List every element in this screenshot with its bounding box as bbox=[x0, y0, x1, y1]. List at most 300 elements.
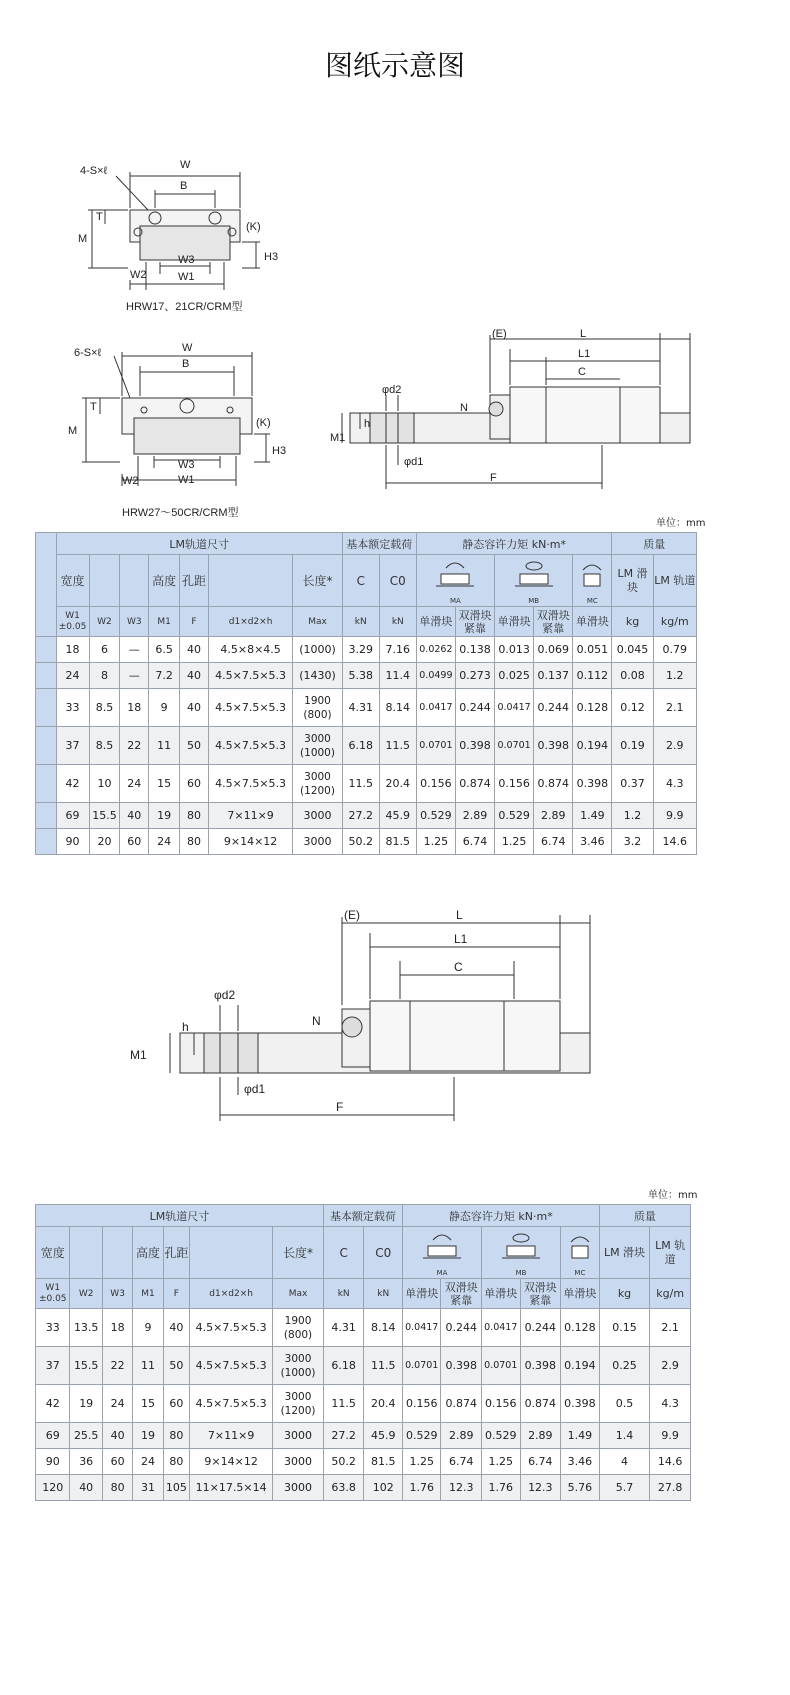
table-cell: 0.194 bbox=[573, 727, 612, 765]
table-cell: 36 bbox=[70, 1449, 102, 1475]
table-cell: 40 bbox=[180, 663, 209, 689]
table-cell: 4.5×7.5×5.3 bbox=[190, 1347, 273, 1385]
table-row bbox=[36, 1347, 691, 1385]
table-cell: 24 bbox=[120, 765, 149, 803]
table-cell: 14.6 bbox=[650, 1449, 691, 1475]
table-cell: 50 bbox=[163, 1347, 189, 1385]
table-cell: 90 bbox=[56, 829, 89, 855]
table-cell: 0.08 bbox=[612, 663, 653, 689]
k-label: (K) bbox=[246, 221, 261, 233]
table-row bbox=[36, 765, 697, 803]
table-cell: 19 bbox=[133, 1423, 163, 1449]
mb-header bbox=[495, 555, 573, 607]
table-cell: 80 bbox=[163, 1449, 189, 1475]
blank-header bbox=[89, 555, 120, 607]
d2-label: φd2 bbox=[382, 384, 402, 396]
table-cell: 50.2 bbox=[342, 829, 379, 855]
table-cell: 9 bbox=[133, 1309, 163, 1347]
table-cell: 13.5 bbox=[70, 1309, 102, 1347]
table-cell: 4.5×7.5×5.3 bbox=[208, 689, 292, 727]
table-cell: 22 bbox=[120, 727, 149, 765]
ma-label: MA bbox=[436, 1268, 448, 1277]
table-cell: 60 bbox=[102, 1449, 132, 1475]
l-label: L bbox=[456, 908, 463, 922]
table-cell: 0.013 bbox=[495, 637, 534, 663]
blank-header bbox=[70, 1227, 102, 1279]
length-header: 长度* bbox=[273, 1227, 324, 1279]
kg-unit-header: kg bbox=[612, 607, 653, 637]
leading-cell bbox=[36, 689, 57, 727]
table-cell: (1430) bbox=[293, 663, 342, 689]
table-cell: 0.12 bbox=[612, 689, 653, 727]
table-cell: 8.5 bbox=[89, 727, 120, 765]
table-cell: 0.0262 bbox=[416, 637, 455, 663]
table-cell: 6.74 bbox=[441, 1449, 482, 1475]
table-cell: 10 bbox=[89, 765, 120, 803]
table-cell: 0.529 bbox=[495, 803, 534, 829]
table-cell: 2.9 bbox=[653, 727, 696, 765]
table-cell: 27.2 bbox=[342, 803, 379, 829]
table-cell: 0.0499 bbox=[416, 663, 455, 689]
basic-load-header: 基本额定载荷 bbox=[323, 1205, 402, 1227]
width-header: 宽度 bbox=[36, 1227, 70, 1279]
table-cell: 0.137 bbox=[534, 663, 573, 689]
spec-table-2 bbox=[35, 1204, 691, 1501]
n-label: N bbox=[312, 1014, 321, 1028]
leading-cell bbox=[36, 663, 57, 689]
mb-double-header: 双滑块 紧靠 bbox=[520, 1279, 561, 1309]
table-cell: 11 bbox=[149, 727, 180, 765]
d1-label: φd1 bbox=[404, 456, 424, 468]
table-cell: 1.49 bbox=[573, 803, 612, 829]
table-cell: 9.9 bbox=[650, 1423, 691, 1449]
table-cell: 0.112 bbox=[573, 663, 612, 689]
table-cell: 50.2 bbox=[323, 1449, 364, 1475]
table-cell: 27.2 bbox=[323, 1423, 364, 1449]
table-cell: 15 bbox=[149, 765, 180, 803]
table-cell: 7×11×9 bbox=[208, 803, 292, 829]
w-label: W bbox=[182, 342, 193, 354]
table-cell: 0.128 bbox=[573, 689, 612, 727]
table-cell: 1900 (800) bbox=[293, 689, 342, 727]
table-cell: 0.156 bbox=[495, 765, 534, 803]
hrw17-cross-section-drawing bbox=[60, 150, 300, 320]
table-cell: 24 bbox=[102, 1385, 132, 1423]
table-cell: 0.0417 bbox=[416, 689, 455, 727]
ma-moment-icon bbox=[419, 1228, 465, 1264]
table-cell: 0.398 bbox=[534, 727, 573, 765]
table-cell: 7.2 bbox=[149, 663, 180, 689]
h-label: h bbox=[182, 1020, 189, 1034]
table-cell: 2.89 bbox=[534, 803, 573, 829]
table-cell: 0.0417 bbox=[495, 689, 534, 727]
c0-header: C0 bbox=[364, 1227, 403, 1279]
n-label: N bbox=[460, 402, 468, 414]
table-cell: 42 bbox=[36, 1385, 70, 1423]
spec-table-1 bbox=[35, 532, 697, 855]
table-cell: 11 bbox=[133, 1347, 163, 1385]
rail-dims-header: LM轨道尺寸 bbox=[56, 533, 342, 555]
table-cell: 2.1 bbox=[650, 1309, 691, 1347]
table-cell: 4.31 bbox=[323, 1309, 364, 1347]
table-cell: 0.529 bbox=[416, 803, 455, 829]
table-cell: 0.874 bbox=[520, 1385, 561, 1423]
table-row bbox=[36, 1449, 691, 1475]
table-cell: 20.4 bbox=[379, 765, 416, 803]
table-cell: 0.194 bbox=[561, 1347, 600, 1385]
h3-label: H3 bbox=[264, 251, 279, 263]
mc-label: MC bbox=[574, 1268, 586, 1277]
table-cell: 1.25 bbox=[495, 829, 534, 855]
side-view-drawing-small bbox=[330, 325, 700, 495]
w1-unit-header: W1 ±0.05 bbox=[36, 1279, 70, 1309]
table-row bbox=[36, 727, 697, 765]
mass-header: 质量 bbox=[599, 1205, 690, 1227]
table-cell: 3000 bbox=[293, 829, 342, 855]
table-cell: 9×14×12 bbox=[208, 829, 292, 855]
table-cell: 4.5×7.5×5.3 bbox=[190, 1385, 273, 1423]
static-moment-header: 静态容许力矩 kN·m* bbox=[402, 1205, 599, 1227]
table-cell: 0.0417 bbox=[482, 1309, 521, 1347]
table-cell: 1.2 bbox=[612, 803, 653, 829]
mc-header bbox=[561, 1227, 600, 1279]
table-cell: 4.3 bbox=[653, 765, 696, 803]
basic-load-header: 基本额定载荷 bbox=[342, 533, 416, 555]
table-cell: 6.74 bbox=[520, 1449, 561, 1475]
table-cell: 11.5 bbox=[342, 765, 379, 803]
table-cell: 0.25 bbox=[599, 1347, 650, 1385]
table-cell: 40 bbox=[102, 1423, 132, 1449]
l1-label: L1 bbox=[454, 932, 468, 946]
blank-header bbox=[208, 555, 292, 607]
pitch-header: 孔距 bbox=[180, 555, 209, 607]
table-row bbox=[36, 1475, 691, 1501]
table-cell: 11×17.5×14 bbox=[190, 1475, 273, 1501]
mb-moment-icon bbox=[511, 556, 557, 592]
table-cell: 0.37 bbox=[612, 765, 653, 803]
hole-unit-header: d1×d2×h bbox=[208, 607, 292, 637]
table-cell: 6.74 bbox=[534, 829, 573, 855]
table-cell: 0.156 bbox=[402, 1385, 441, 1423]
table-cell: 3.46 bbox=[561, 1449, 600, 1475]
table-cell: 45.9 bbox=[364, 1423, 403, 1449]
table-row bbox=[36, 663, 697, 689]
m-label: M bbox=[78, 233, 88, 245]
table-cell: 6.74 bbox=[455, 829, 494, 855]
table-cell: 8 bbox=[89, 663, 120, 689]
max-unit-header: Max bbox=[293, 607, 342, 637]
mb-label: MB bbox=[515, 1268, 527, 1277]
table-cell: 19 bbox=[70, 1385, 102, 1423]
table-cell: 80 bbox=[163, 1423, 189, 1449]
table-cell: 4.5×7.5×5.3 bbox=[190, 1309, 273, 1347]
ma-label: MA bbox=[450, 596, 461, 605]
table-cell: 0.156 bbox=[416, 765, 455, 803]
table-cell: 5.7 bbox=[599, 1475, 650, 1501]
t-label: T bbox=[96, 211, 103, 223]
table-cell: 9.9 bbox=[653, 803, 696, 829]
k-label: (K) bbox=[256, 417, 271, 429]
table-cell: 0.156 bbox=[482, 1385, 521, 1423]
table-cell: 80 bbox=[180, 829, 209, 855]
table-row bbox=[36, 1385, 691, 1423]
table-cell: 5.38 bbox=[342, 663, 379, 689]
table-cell: 0.19 bbox=[612, 727, 653, 765]
table-cell: 0.0417 bbox=[402, 1309, 441, 1347]
b-label: B bbox=[182, 358, 190, 370]
static-moment-header: 静态容许力矩 kN·m* bbox=[416, 533, 612, 555]
leading-column bbox=[36, 533, 57, 637]
table-cell: 4 bbox=[599, 1449, 650, 1475]
mb-label: MB bbox=[528, 596, 540, 605]
table-cell: 2.9 bbox=[650, 1347, 691, 1385]
ma-double-header: 双滑块 紧靠 bbox=[455, 607, 494, 637]
table-cell: 37 bbox=[36, 1347, 70, 1385]
leading-cell bbox=[36, 765, 57, 803]
mb-header bbox=[482, 1227, 561, 1279]
table-cell: 0.874 bbox=[534, 765, 573, 803]
table-cell: 0.069 bbox=[534, 637, 573, 663]
mass-header: 质量 bbox=[612, 533, 697, 555]
table-cell: 40 bbox=[163, 1309, 189, 1347]
mb-moment-icon bbox=[498, 1228, 544, 1264]
table-cell: 11.4 bbox=[379, 663, 416, 689]
table-row bbox=[36, 637, 697, 663]
table-cell: 0.0701 bbox=[495, 727, 534, 765]
w2-label: W2 bbox=[130, 269, 147, 281]
table-cell: 18 bbox=[56, 637, 89, 663]
lm-block-header: LM 滑块 bbox=[599, 1227, 650, 1279]
table-cell: 0.138 bbox=[455, 637, 494, 663]
table-cell: 9×14×12 bbox=[190, 1449, 273, 1475]
table-cell: 7×11×9 bbox=[190, 1423, 273, 1449]
table-cell: 8.14 bbox=[379, 689, 416, 727]
table-cell: 69 bbox=[36, 1423, 70, 1449]
b-label: B bbox=[180, 180, 188, 192]
table-cell: 40 bbox=[180, 637, 209, 663]
table-row bbox=[36, 1309, 691, 1347]
table-cell: 1.25 bbox=[402, 1449, 441, 1475]
table-cell: 24 bbox=[149, 829, 180, 855]
table-row bbox=[36, 803, 697, 829]
mc-single-header: 单滑块 bbox=[561, 1279, 600, 1309]
max-unit-header: Max bbox=[273, 1279, 324, 1309]
table-cell: 63.8 bbox=[323, 1475, 364, 1501]
m1-label: M1 bbox=[130, 1048, 147, 1062]
table-cell: — bbox=[120, 637, 149, 663]
ma-single-header: 单滑块 bbox=[402, 1279, 441, 1309]
table-cell: 0.79 bbox=[653, 637, 696, 663]
table-cell: 80 bbox=[180, 803, 209, 829]
table-cell: 1.76 bbox=[402, 1475, 441, 1501]
hrw27-cross-section-drawing bbox=[60, 340, 310, 525]
table-cell: 0.128 bbox=[561, 1309, 600, 1347]
table-cell: 1.76 bbox=[482, 1475, 521, 1501]
table-cell: 1.4 bbox=[599, 1423, 650, 1449]
w3-unit-header: W3 bbox=[102, 1279, 132, 1309]
table-cell: 40 bbox=[180, 689, 209, 727]
h3-label: H3 bbox=[272, 445, 287, 457]
w3-unit-header: W3 bbox=[120, 607, 149, 637]
table-cell: 18 bbox=[120, 689, 149, 727]
table-cell: 40 bbox=[120, 803, 149, 829]
mc-moment-icon bbox=[565, 1228, 595, 1264]
spec-table-1-body bbox=[36, 637, 697, 855]
width-header: 宽度 bbox=[56, 555, 89, 607]
table-cell: 4.31 bbox=[342, 689, 379, 727]
table-cell: 1.2 bbox=[653, 663, 696, 689]
table-cell: 81.5 bbox=[364, 1449, 403, 1475]
mc-single-header: 单滑块 bbox=[573, 607, 612, 637]
table-cell: 8.14 bbox=[364, 1309, 403, 1347]
c-header: C bbox=[342, 555, 379, 607]
table-cell: 1900 (800) bbox=[273, 1309, 324, 1347]
unit-label: 单位：mm bbox=[648, 1190, 698, 1201]
length-header: 长度* bbox=[293, 555, 342, 607]
leading-cell bbox=[36, 803, 57, 829]
c0-unit-header: kN bbox=[379, 607, 416, 637]
table-cell: 14.6 bbox=[653, 829, 696, 855]
drawing-caption: HRW17、21CR/CRM型 bbox=[126, 301, 243, 313]
table-cell: 0.025 bbox=[495, 663, 534, 689]
f-unit-header: F bbox=[180, 607, 209, 637]
blank-header bbox=[102, 1227, 132, 1279]
table-cell: 20 bbox=[89, 829, 120, 855]
w-label: W bbox=[180, 159, 191, 171]
h-label: h bbox=[364, 418, 371, 430]
table-cell: 22 bbox=[102, 1347, 132, 1385]
c0-unit-header: kN bbox=[364, 1279, 403, 1309]
c-unit-header: kN bbox=[342, 607, 379, 637]
d2-label: φd2 bbox=[214, 988, 236, 1002]
table-cell: 11.5 bbox=[323, 1385, 364, 1423]
table-cell: 0.398 bbox=[455, 727, 494, 765]
table-cell: 11.5 bbox=[379, 727, 416, 765]
table-cell: 19 bbox=[149, 803, 180, 829]
table-cell: 102 bbox=[364, 1475, 403, 1501]
kg-unit-header: kg bbox=[599, 1279, 650, 1309]
table-cell: 1.49 bbox=[561, 1423, 600, 1449]
spec-table-2-body bbox=[36, 1309, 691, 1501]
l1-label: L1 bbox=[578, 348, 591, 360]
table-cell: 45.9 bbox=[379, 803, 416, 829]
table-cell: 0.0701 bbox=[482, 1347, 521, 1385]
w3-label: W3 bbox=[178, 254, 195, 266]
blank-header bbox=[120, 555, 149, 607]
table-cell: 3000 (1000) bbox=[273, 1347, 324, 1385]
leading-cell bbox=[36, 637, 57, 663]
table-cell: 11.5 bbox=[364, 1347, 403, 1385]
ma-moment-icon bbox=[432, 556, 478, 592]
table-cell: 0.244 bbox=[441, 1309, 482, 1347]
e-label: (E) bbox=[344, 908, 360, 922]
table-cell: 50 bbox=[180, 727, 209, 765]
unit-label: 单位：mm bbox=[656, 518, 706, 529]
side-view-drawing-large bbox=[120, 905, 600, 1125]
table-cell: 3000 bbox=[293, 803, 342, 829]
height-header: 高度 bbox=[149, 555, 180, 607]
table-cell: 0.398 bbox=[561, 1385, 600, 1423]
table-cell: 3000 (1000) bbox=[293, 727, 342, 765]
m-label: M bbox=[68, 425, 78, 437]
f-unit-header: F bbox=[163, 1279, 189, 1309]
blank-header bbox=[190, 1227, 273, 1279]
table-cell: 0.045 bbox=[612, 637, 653, 663]
f-label: F bbox=[490, 472, 497, 484]
lm-rail-header: LM 轨道 bbox=[653, 555, 696, 607]
table-cell: 80 bbox=[102, 1475, 132, 1501]
table-cell: 24 bbox=[56, 663, 89, 689]
height-header: 高度 bbox=[133, 1227, 163, 1279]
table-cell: 27.8 bbox=[650, 1475, 691, 1501]
hole-spec-label: 4-S×ℓ bbox=[80, 165, 108, 177]
mb-double-header: 双滑块 紧靠 bbox=[534, 607, 573, 637]
d1-label: φd1 bbox=[244, 1082, 266, 1096]
w1-label: W1 bbox=[178, 271, 195, 283]
table-cell: 6 bbox=[89, 637, 120, 663]
lm-rail-header: LM 轨道 bbox=[650, 1227, 691, 1279]
table-cell: 1.25 bbox=[416, 829, 455, 855]
table-cell: 3000 (1200) bbox=[273, 1385, 324, 1423]
table-cell: 3000 bbox=[273, 1449, 324, 1475]
table-cell: 4.5×7.5×5.3 bbox=[208, 765, 292, 803]
ma-header bbox=[416, 555, 494, 607]
table-cell: 12.3 bbox=[441, 1475, 482, 1501]
table-cell: 20.4 bbox=[364, 1385, 403, 1423]
w1-label: W1 bbox=[178, 474, 195, 486]
table-cell: — bbox=[120, 663, 149, 689]
table-cell: 4.5×7.5×5.3 bbox=[208, 663, 292, 689]
page-title: 图纸示意图 bbox=[324, 49, 465, 82]
ma-header bbox=[402, 1227, 481, 1279]
table-cell: 4.5×8×4.5 bbox=[208, 637, 292, 663]
table-cell: 4.3 bbox=[650, 1385, 691, 1423]
table-cell: 0.5 bbox=[599, 1385, 650, 1423]
table-cell: 2.1 bbox=[653, 689, 696, 727]
table-cell: 0.244 bbox=[455, 689, 494, 727]
table-cell: 7.16 bbox=[379, 637, 416, 663]
m1-unit-header: M1 bbox=[149, 607, 180, 637]
table-row bbox=[36, 829, 697, 855]
table-cell: 6.18 bbox=[323, 1347, 364, 1385]
hole-spec-label: 6-S×ℓ bbox=[74, 347, 102, 359]
table-cell: 8.5 bbox=[89, 689, 120, 727]
w2-unit-header: W2 bbox=[89, 607, 120, 637]
table-cell: 15.5 bbox=[70, 1347, 102, 1385]
table-cell: 0.398 bbox=[573, 765, 612, 803]
table-cell: 0.244 bbox=[520, 1309, 561, 1347]
w2-unit-header: W2 bbox=[70, 1279, 102, 1309]
table-row bbox=[36, 689, 697, 727]
table-cell: 2.89 bbox=[455, 803, 494, 829]
table-cell: 90 bbox=[36, 1449, 70, 1475]
table-cell: 69 bbox=[56, 803, 89, 829]
c-header: C bbox=[323, 1227, 364, 1279]
table-cell: 3.46 bbox=[573, 829, 612, 855]
ma-single-header: 单滑块 bbox=[416, 607, 455, 637]
m1-label: M1 bbox=[330, 432, 346, 444]
table-cell: 60 bbox=[180, 765, 209, 803]
table-cell: 3.29 bbox=[342, 637, 379, 663]
w2-label: W2 bbox=[122, 475, 139, 487]
table-cell: 3000 (1200) bbox=[293, 765, 342, 803]
leading-cell bbox=[36, 727, 57, 765]
table-cell: 9 bbox=[149, 689, 180, 727]
w3-label: W3 bbox=[178, 459, 195, 471]
table-cell: 120 bbox=[36, 1475, 70, 1501]
table-cell: 3.2 bbox=[612, 829, 653, 855]
table-cell: 0.529 bbox=[482, 1423, 521, 1449]
